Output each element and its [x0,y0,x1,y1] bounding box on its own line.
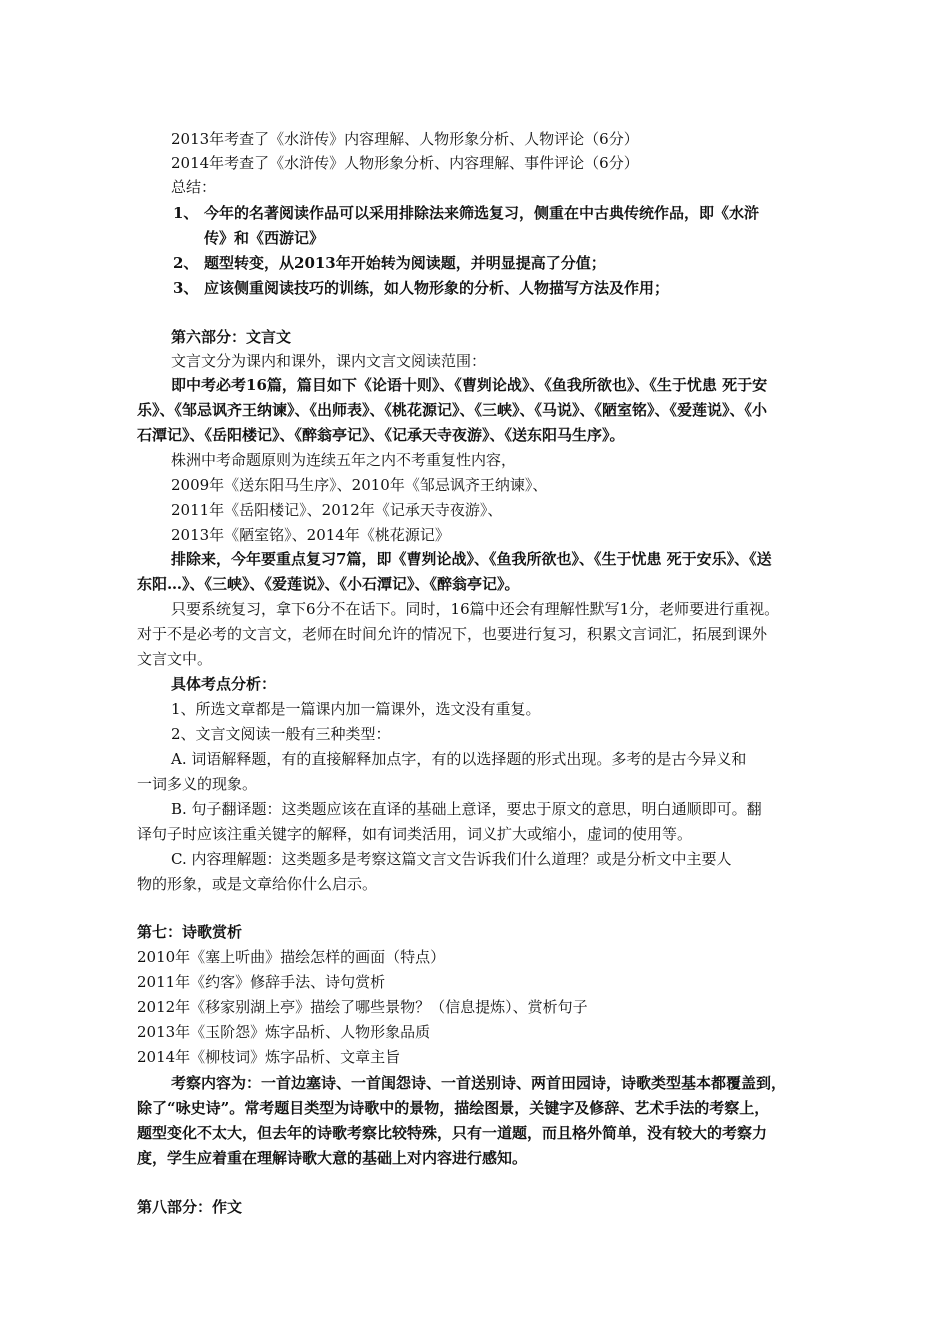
poem-year-2012: 2012年《移家别湖上亭》描绘了哪些景物？（信息提炼）、赏析句子 [137,998,588,1016]
type-a-line-1: A. 词语解释题，有的直接解释加点字，有的以选择题的形式出现。多考的是古今异义和 [171,750,747,768]
section6-heading: 第六部分：文言文 [171,328,292,346]
type-c-line-1: C. 内容理解题：这类题多是考察这篇文言文告诉我们什么道理？或是分析文中主要人 [171,850,732,868]
type-a-line-2: 一词多义的现象。 [137,775,258,793]
summary-item-1-number: 1、 [173,204,199,222]
years-line-2: 2011年《岳阳楼记》、2012年《记承天寺夜游》、 [171,501,503,519]
exam-2014-line: 2014年考查了《水浒传》人物形象分析、内容理解、事件评论（6分） [171,154,639,172]
section7-heading: 第七：诗歌赏析 [137,923,243,941]
summary-item-2-text: 题型转变，从2013年开始转为阅读题，并明显提高了分值； [204,254,606,272]
analysis-label: 具体考点分析： [171,675,277,693]
must-list-line-2: 乐》、《邹忌讽齐王纳谏》、《出师表》、《桃花源记》、《三峡》、《马说》、《陋室铭》、《爱莲说》、《小 [137,401,768,419]
type-c-line-2: 物的形象，或是文章给你什么启示。 [137,875,378,893]
poem-content-line-1: 考察内容为：一首边塞诗、一首闺怨诗、一首送别诗、两首田园诗，诗歌类型基本都覆盖到， [171,1074,787,1092]
poem-content-line-2: 除了“咏史诗”。常考题目类型为诗歌中的景物，描绘图景，关键字及修辞、艺术手法的考察上， [137,1099,770,1117]
summary-item-1-text: 今年的名著阅读作品可以采用排除法来筛选复习，侧重在中古典传统作品，即《水浒 [204,204,760,222]
years-line-3: 2013年《陋室铭》、2014年《桃花源记》 [171,526,450,544]
summary-item-1-continuation: 传》和《西游记》 [204,229,325,247]
focus-line-1: 排除来，今年要重点复习7篇，即《曹刿论战》、《鱼我所欲也》、《生于忧患 死于安乐》、《送 [171,550,772,568]
advice-line-1: 只要系统复习，拿下6分不在话下。同时，16篇中还会有理解性默写1分，老师要进行重视。 [171,600,780,618]
poem-year-2010: 2010年《塞上听曲》描绘怎样的画面（特点） [137,948,446,966]
focus-line-2: 东阳…》、《三峡》、《爱莲说》、《小石潭记》、《醉翁亭记》。 [137,575,520,593]
advice-line-3: 文言文中。 [137,650,213,668]
principle-line: 株洲中考命题原则为连续五年之内不考重复性内容， [171,451,517,469]
poem-content-line-4: 度，学生应着重在理解诗歌大意的基础上对内容进行感知。 [137,1149,528,1167]
years-line-1: 2009年《送东阳马生序》、2010年《邹忌讽齐王纳谏》、 [171,476,548,494]
advice-line-2: 对于不是必考的文言文，老师在时间允许的情况下，也要进行复习，积累文言词汇，拓展到课外 [137,625,768,643]
section8-heading: 第八部分：作文 [137,1198,243,1216]
point-1: 1、所选文章都是一篇课内加一篇课外，选文没有重复。 [171,700,541,718]
type-b-line-2: 译句子时应该注重关键字的解释，如有词类活用，词义扩大或缩小，虚词的使用等。 [137,825,693,843]
point-2: 2、文言文阅读一般有三种类型： [171,725,391,743]
poem-content-line-3: 题型变化不太大，但去年的诗歌考察比较特殊，只有一道题，而且格外简单，没有较大的考察力 [137,1124,768,1142]
type-b-line-1: B. 句子翻译题：这类题应该在直译的基础上意译，要忠于原文的意思，明白通顺即可。翻 [171,800,762,818]
exam-2013-line: 2013年考查了《水浒传》内容理解、人物形象分析、人物评论（6分） [171,130,639,148]
must-list-line-1: 即中考必考16篇，篇目如下《论语十则》、《曹刿论战》、《鱼我所欲也》、《生于忧患 死于安 [171,376,768,394]
summary-item-3-number: 3、 [173,279,199,297]
summary-label: 总结： [171,178,217,196]
summary-item-3-text: 应该侧重阅读技巧的训练，如人物形象的分析、人物描写方法及作用； [204,279,670,297]
poem-year-2014: 2014年《柳枝词》炼字品析、文章主旨 [137,1048,401,1066]
section6-intro: 文言文分为课内和课外，课内文言文阅读范围： [171,352,487,370]
must-list-line-3: 石潭记》、《岳阳楼记》、《醉翁亭记》、《记承天寺夜游》、《送东阳马生序》。 [137,426,625,444]
poem-year-2011: 2011年《约客》修辞手法、诗句赏析 [137,973,386,991]
summary-item-2-number: 2、 [173,254,199,272]
poem-year-2013: 2013年《玉阶怨》炼字品析、人物形象品质 [137,1023,431,1041]
